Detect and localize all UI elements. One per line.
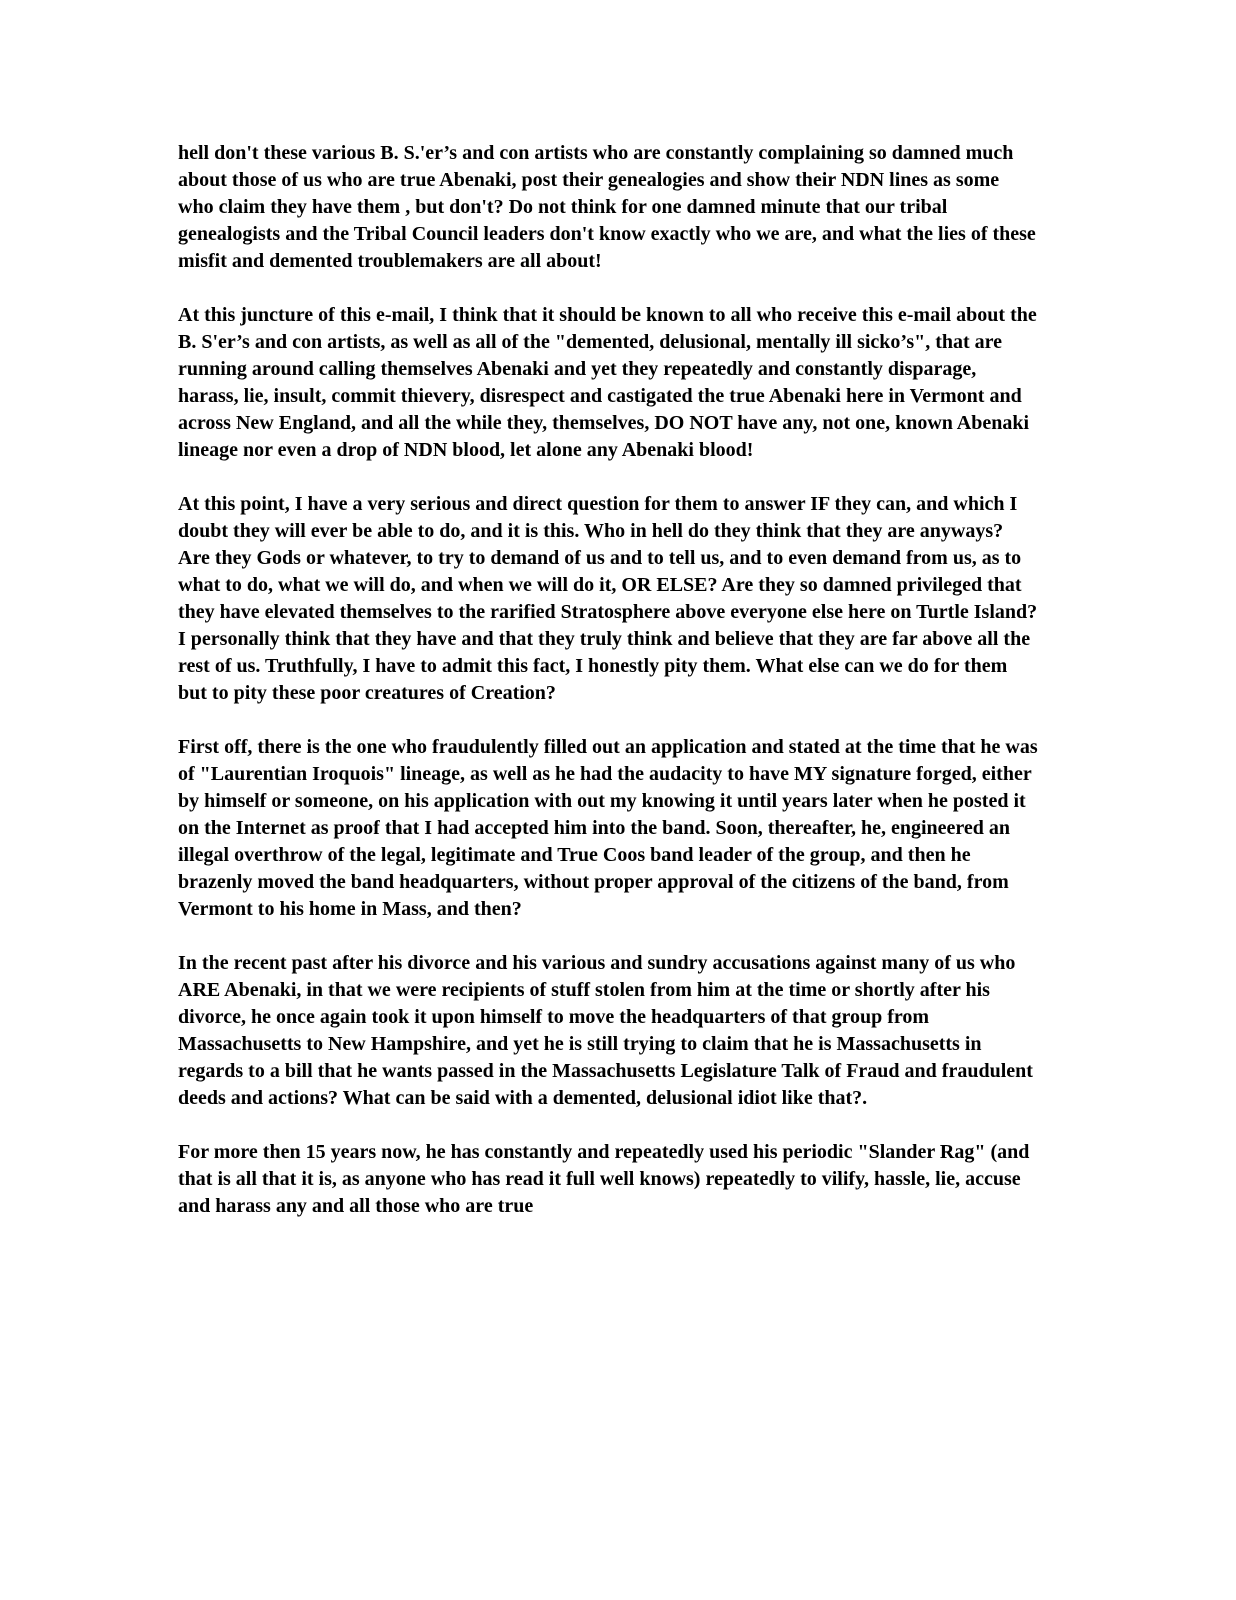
paragraph-4: First off, there is the one who fraudulently filled out an application and stated at the time that he was of "Laurentian Iroquois" lineage, as well as he had the audacity to have MY signature forged, either by himself or someone, on his application with out my knowing it until years later when he posted it on the Internet as proof that I had accepted him into the band. Soon, thereafter, he, engineered an illegal overthrow of the legal, legitimate and True Coos band leader of the group, and then he brazenly moved the band headquarters, without proper approval of the citizens of the band, from Vermont to his home in Mass, and then? [178, 736, 1038, 920]
paragraph-1: hell don't these various B. S.'er’s and con artists who are constantly complaining so damned much about those of us who are true Abenaki, post their genealogies and show their NDN lines as some who claim they have them , but don't? Do not think for one damned minute that our tribal genealogists and the Tribal Council leaders don't know exactly who we are, and what the lies of these misfit and demented troublemakers are all about! [178, 142, 1036, 272]
paragraph-2: At this juncture of this e-mail, I think that it should be known to all who receive this e-mail about the B. S'er’s and con artists, as well as all of the "demented, delusional, mentally ill sicko’s", that are running around calling themselves Abenaki and yet they repeatedly and constantly disparage, harass, lie, insult, commit thievery, disrespect and castigated the true Abenaki here in Vermont and across New England, and all the while they, themselves, DO NOT have any, not one, known Abenaki lineage nor even a drop of NDN blood, let alone any Abenaki blood! [178, 304, 1037, 461]
paragraph-5: In the recent past after his divorce and his various and sundry accusations against many of us who ARE Abenaki, in that we were recipients of stuff stolen from him at the time or shortly after his divorce, he once again took it upon himself to move the headquarters of that group from Massachusetts to New Hampshire, and yet he is still trying to claim that he is Massachusetts in regards to a bill that he wants passed in the Massachusetts Legislature Talk of Fraud and fraudulent deeds and actions? What can be said with a demented, delusional idiot like that?. [178, 952, 1033, 1109]
document-body [178, 140, 1038, 1220]
paragraph-6: For more then 15 years now, he has constantly and repeatedly used his periodic "Slander Rag" (and that is all that it is, as anyone who has read it full well knows) repeatedly to vilify, hassle, lie, accuse and harass any and all those who are true [178, 1141, 1030, 1217]
paragraph-3: At this point, I have a very serious and direct question for them to answer IF they can, and which I doubt they will ever be able to do, and it is this. Who in hell do they think that they are anyways? Are they Gods or whatever, to try to demand of us and to tell us, and to even demand from us, as to what to do, what we will do, and when we will do it, OR ELSE? Are they so damned privileged that they have elevated themselves to the rarified Stratosphere above everyone else here on Turtle Island? I personally think that they have and that they truly think and believe that they are far above all the rest of us. Truthfully, I have to admit this fact, I honestly pity them. What else can we do for them but to pity these poor creatures of Creation? [178, 493, 1038, 704]
